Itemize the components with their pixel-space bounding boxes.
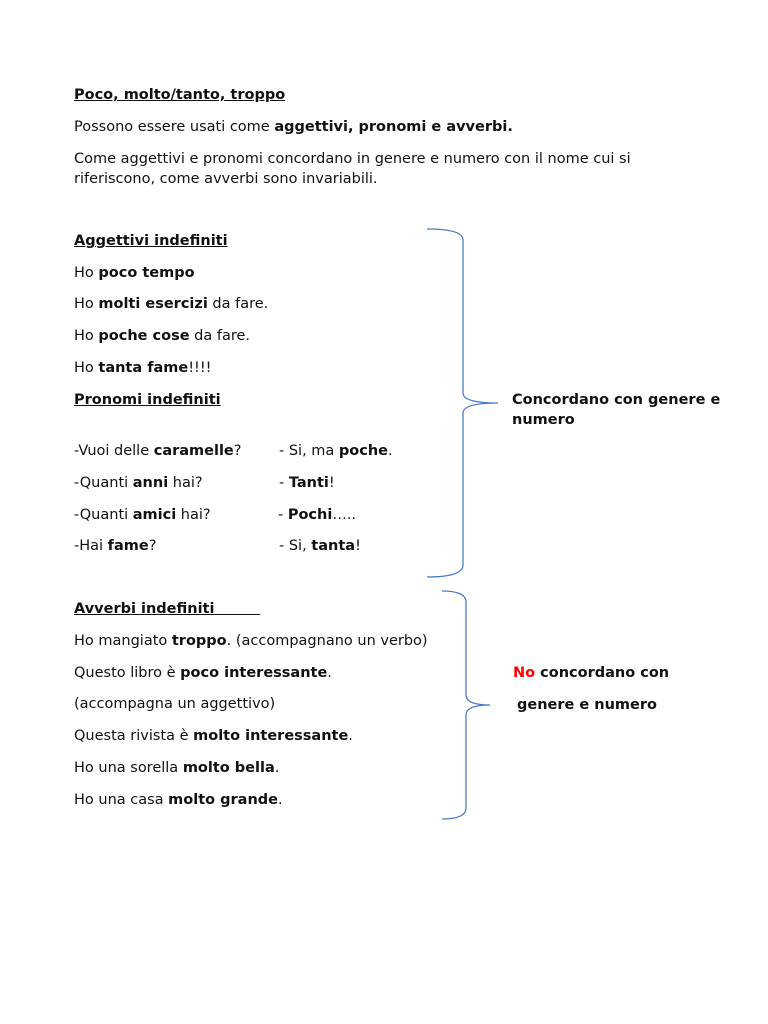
list-item: Ho poche cose da fare. [74, 328, 251, 344]
adverbs-heading: Avverbi indefiniti [74, 601, 215, 617]
page-title: Poco, molto/tanto, troppo [74, 87, 286, 103]
note-invariable-line-1: No concordano con [513, 665, 670, 681]
list-item: Ho poco tempo [74, 265, 195, 281]
list-item: Ho tanta fame!!!! [74, 360, 212, 376]
pronoun-answer: - Pochi….. [278, 507, 357, 523]
pronoun-answer: - Si, ma poche. [279, 443, 393, 459]
note-invariable-line-2: genere e numero [517, 697, 657, 713]
intro-paragraph-line-1: Come aggettivi e pronomi concordano in genere e numero con il nome cui si [74, 151, 631, 167]
pronoun-question: -Quanti anni hai? [74, 475, 203, 491]
brace-invariable [442, 591, 490, 819]
list-item: Questo libro è poco interessante. [74, 665, 332, 681]
list-item: Ho una casa molto grande. [74, 792, 283, 808]
pronouns-heading: Pronomi indefiniti [74, 392, 221, 408]
intro-line: Possono essere usati come aggettivi, pronomi e avverbi. [74, 119, 513, 135]
pronoun-answer: - Si, tanta! [279, 538, 361, 554]
list-item: Ho molti esercizi da fare. [74, 296, 269, 312]
pronoun-question: -Hai fame? [74, 538, 157, 554]
adjectives-heading: Aggettivi indefiniti [74, 233, 228, 249]
pronoun-answer: - Tanti! [279, 475, 335, 491]
note-agreement: Concordano con genere e numero [512, 392, 721, 428]
list-item: Questa rivista è molto interessante. [74, 728, 353, 744]
pronoun-question: -Vuoi delle caramelle? [74, 443, 242, 459]
intro-paragraph-line-2: riferiscono, come avverbi sono invariabili. [74, 171, 378, 187]
brace-agreement [427, 229, 498, 577]
list-item: (accompagna un aggettivo) [74, 696, 276, 712]
pronoun-question: -Quanti amici hai? [74, 507, 211, 523]
list-item: Ho una sorella molto bella. [74, 760, 280, 776]
list-item: Ho mangiato troppo. (accompagnano un verbo) [74, 633, 428, 649]
